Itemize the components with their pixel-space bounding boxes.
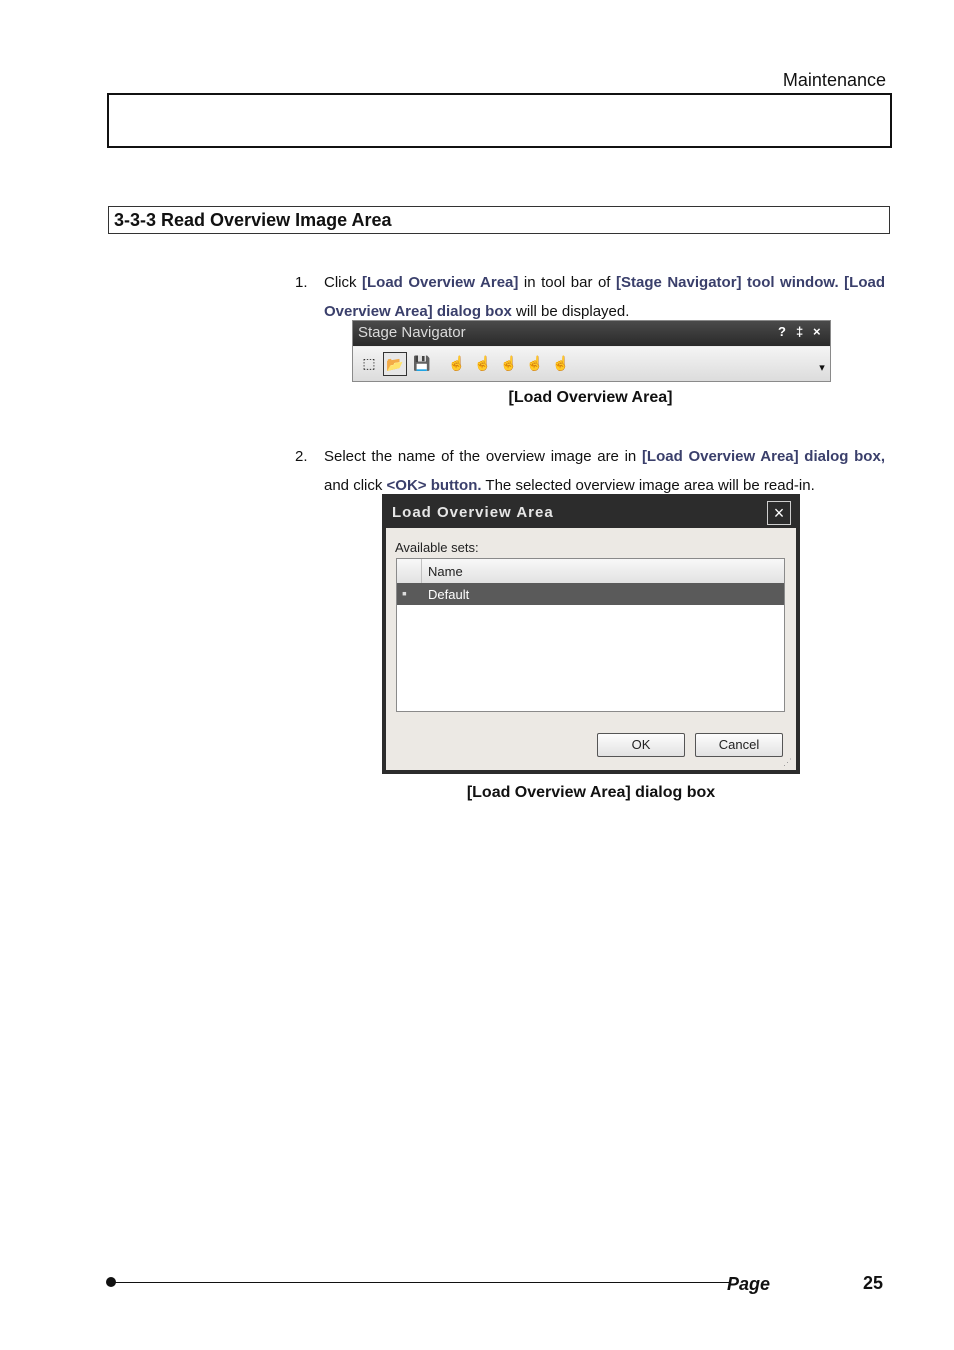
close-icon[interactable]: ×	[813, 324, 821, 339]
stage-navigator-title: Stage Navigator	[358, 324, 466, 341]
pin-icon[interactable]: ‡	[796, 324, 804, 339]
hand-tool-5-icon[interactable]: ☝	[552, 355, 570, 371]
step-1-number: 1.	[295, 274, 308, 291]
toolbar-overflow-icon[interactable]: ▾	[819, 362, 825, 374]
cancel-button[interactable]: Cancel	[695, 733, 783, 757]
step-1-text-part: Click	[324, 274, 363, 291]
load-overview-area-dialog	[382, 494, 800, 774]
list-item[interactable]	[397, 583, 784, 605]
hand-tool-2-icon[interactable]: ☝	[474, 355, 492, 371]
step-1-text	[324, 268, 885, 326]
hand-tool-4-icon[interactable]: ☝	[526, 355, 544, 371]
available-sets-label: Available sets:	[395, 540, 479, 555]
step-2-text-part: The selected overview image area will be read-in.	[481, 477, 815, 494]
column-header-name[interactable]: Name	[428, 564, 463, 579]
save-icon[interactable]: 💾	[413, 355, 431, 371]
caption-load-overview-area: [Load Overview Area]	[508, 389, 673, 406]
header-label: Maintenance	[782, 70, 886, 90]
select-area-icon[interactable]: ⬚	[362, 355, 376, 371]
row-selector-header	[397, 559, 422, 583]
section-title: 3-3-3 Read Overview Image Area	[114, 210, 392, 230]
step-2	[295, 442, 887, 502]
hand-tool-3-icon[interactable]: ☝	[500, 355, 518, 371]
step-1-text-part: in tool bar of	[518, 274, 616, 291]
step-1-highlight-stage-navigator: [Stage Navigator] tool window.	[616, 274, 839, 291]
step-2-text-part: Select the name of the overview image are in	[324, 448, 642, 465]
section-heading-box	[108, 206, 890, 234]
page-label: Page	[727, 1274, 771, 1294]
hand-tool-icon[interactable]: ☝	[448, 355, 466, 371]
step-2-highlight-ok-button: <OK> button.	[386, 477, 482, 494]
open-folder-icon[interactable]: 📂	[383, 352, 407, 376]
step-2-highlight-dialog: [Load Overview Area] dialog box,	[641, 448, 885, 465]
header-box	[107, 93, 892, 148]
step-1-highlight-dialog: [Load Overview Area] dialog box	[324, 274, 885, 320]
dialog-body	[386, 528, 796, 770]
stage-navigator-titlebar	[353, 321, 830, 346]
footer-rule	[112, 1282, 730, 1283]
dialog-title: Load Overview Area	[392, 504, 554, 521]
step-2-number: 2.	[295, 448, 308, 465]
step-2-text	[324, 442, 885, 500]
step-2-text-part: and click	[324, 477, 387, 494]
step-1-highlight-load-overview: [Load Overview Area]	[362, 274, 519, 291]
dialog-close-icon[interactable]: ×	[767, 501, 791, 525]
step-1	[295, 268, 887, 328]
available-sets-list[interactable]	[396, 558, 785, 712]
row-indicator-icon: ▪	[402, 585, 407, 601]
stage-navigator-window	[352, 320, 831, 382]
ok-button[interactable]: OK	[597, 733, 685, 757]
caption-dialog-box: [Load Overview Area] dialog box	[466, 784, 716, 801]
page-number: 25	[863, 1273, 884, 1293]
help-icon[interactable]: ?	[778, 324, 786, 339]
list-header	[397, 559, 784, 584]
step-1-text-part: will be displayed.	[511, 303, 630, 320]
resize-grip-icon[interactable]: ⋰	[783, 757, 792, 767]
list-item-name: Default	[428, 587, 470, 602]
stage-navigator-toolbar	[353, 347, 830, 381]
